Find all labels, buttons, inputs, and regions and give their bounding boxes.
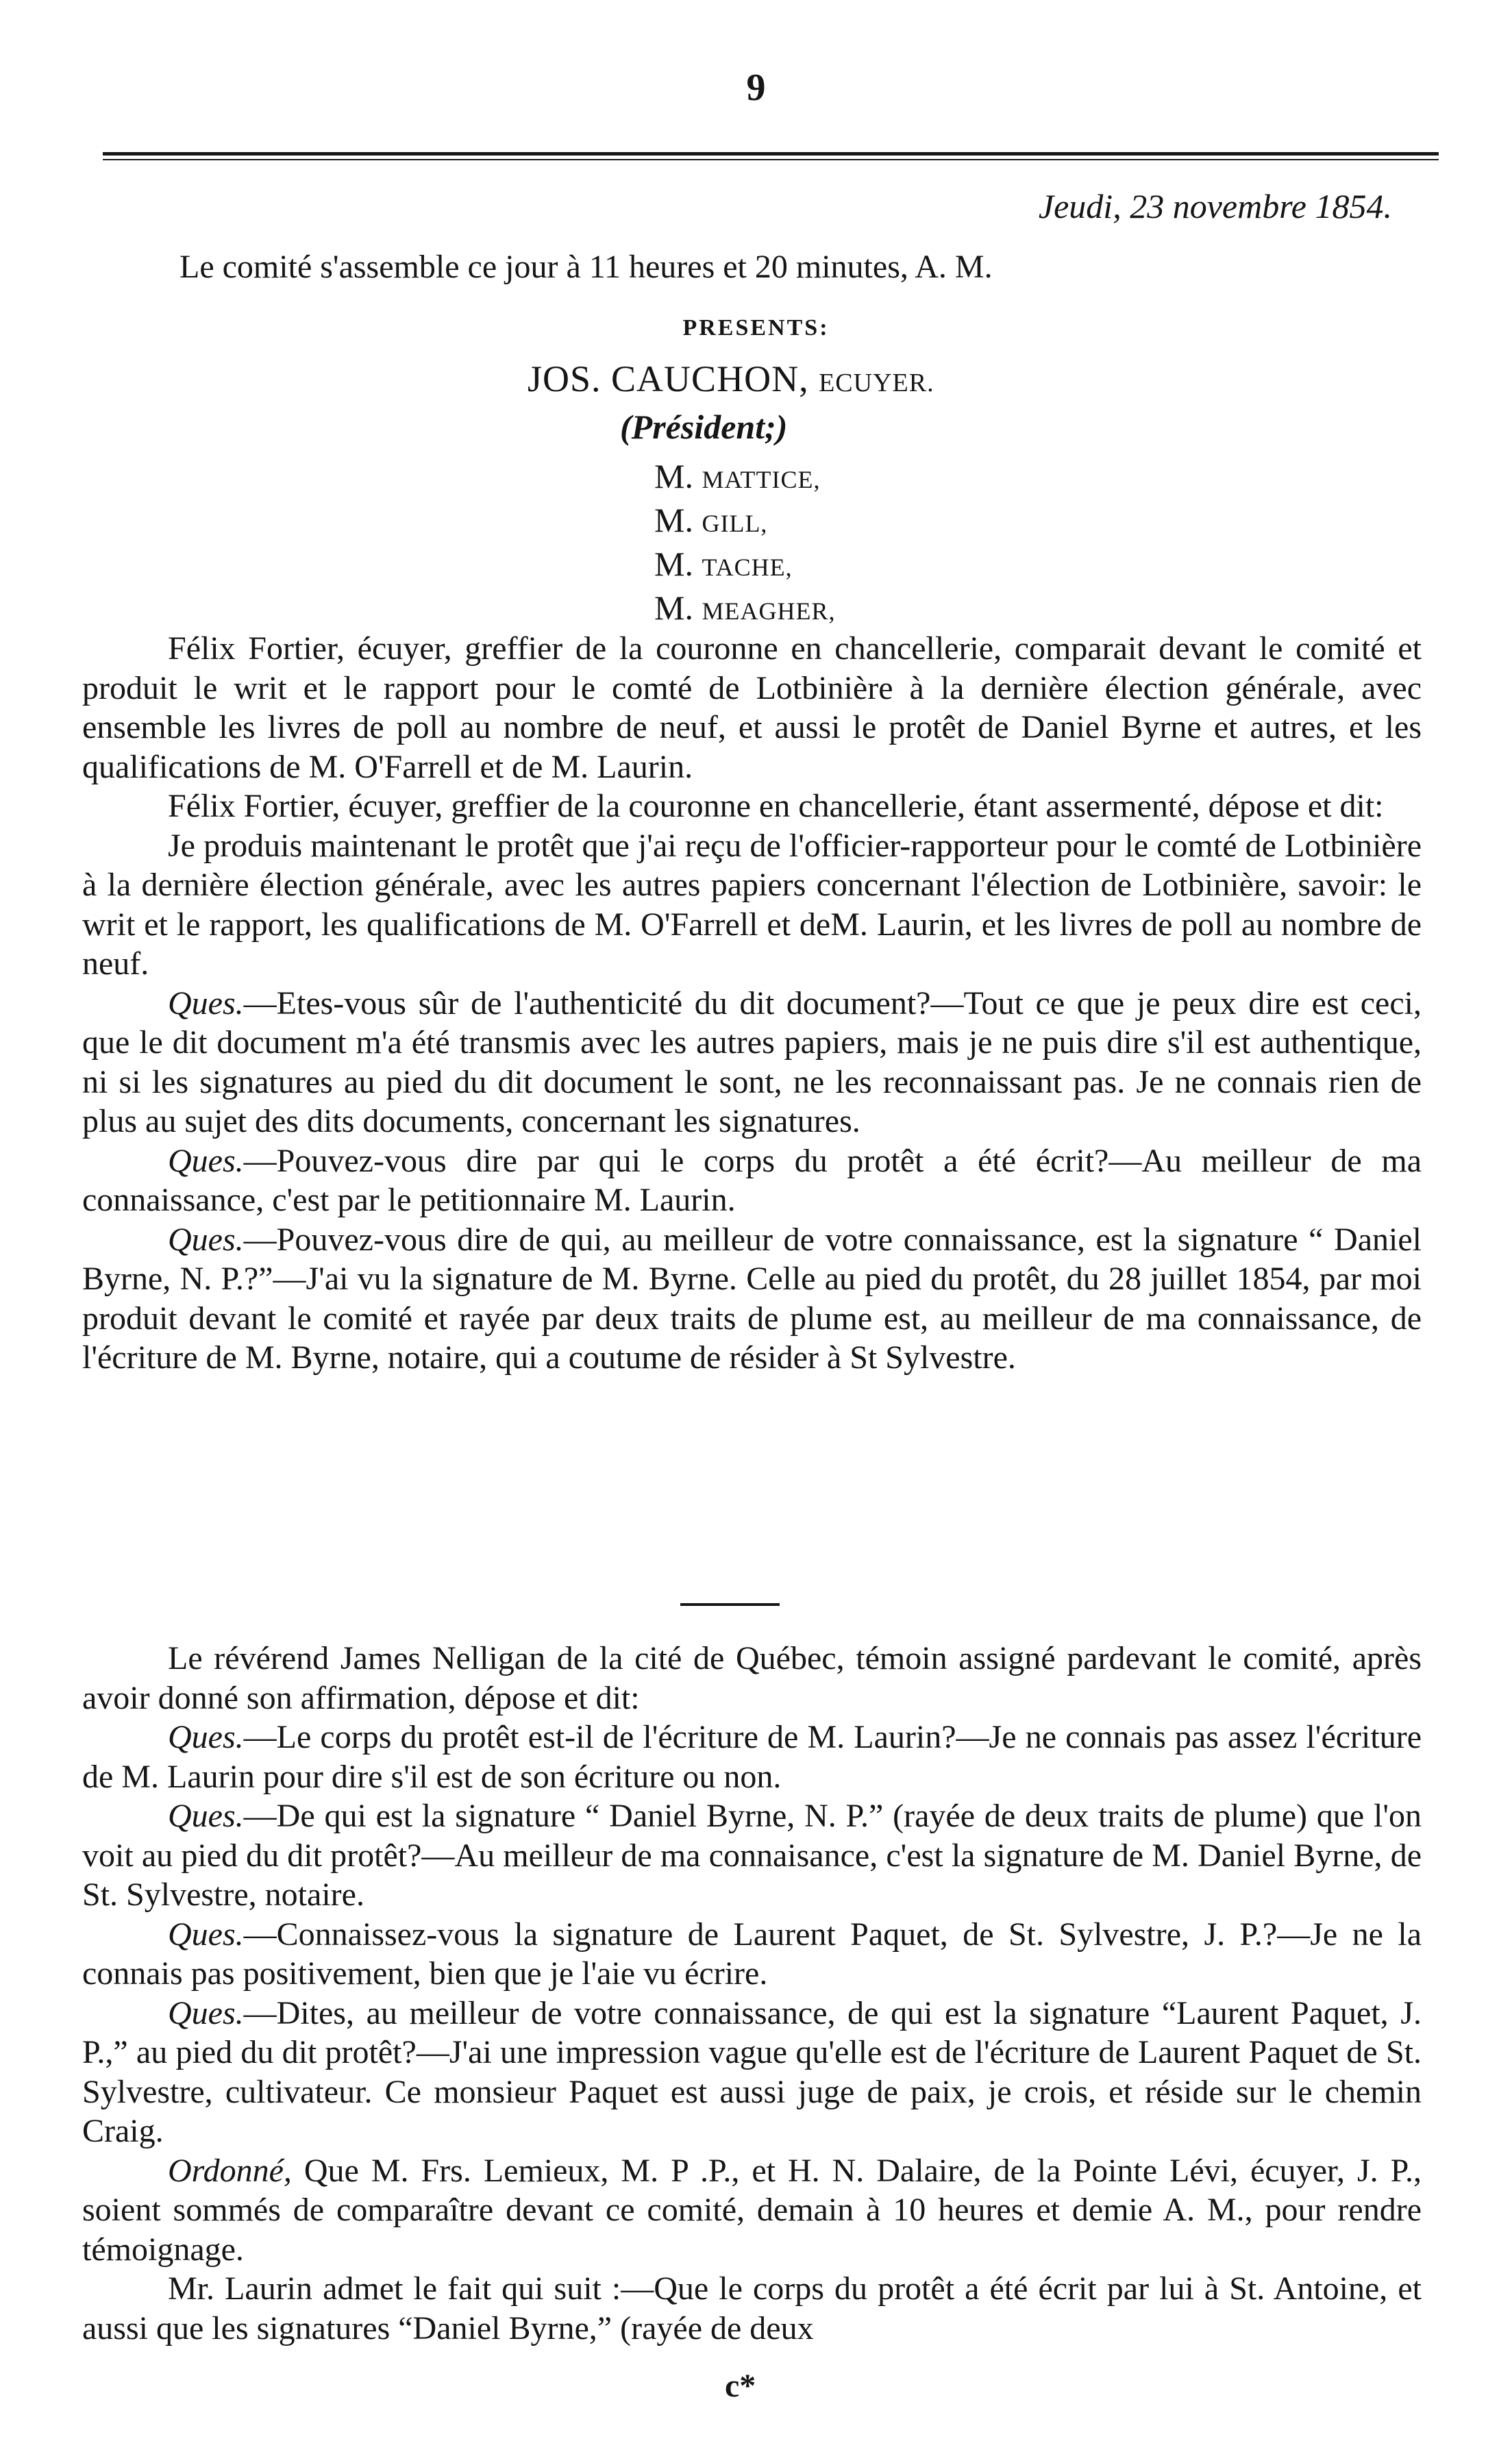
question-paragraph	[82, 1220, 1422, 1378]
question-label: Ques.	[168, 1142, 244, 1179]
section-nelligan	[82, 1639, 1422, 2348]
paragraph-fortier-deposition: Je produis maintenant le protêt que j'ai reçu de l'officier-rapporteur pour le comté de Lotbinière à la dernière élection générale, avec les autres papiers concernant l'élection de Lotbinière, savoir: le writ et le rapport, les qualifications de M. O'Farrell et deM. Laurin, et les livres de poll au nombre de neuf.	[82, 827, 1422, 982]
president-name-text: JOS. CAUCHON,	[528, 358, 809, 399]
question-paragraph	[82, 984, 1422, 1141]
member-item	[654, 500, 835, 544]
member-prefix: M.	[654, 457, 693, 495]
question-paragraph	[82, 1994, 1422, 2151]
order-label: Ordonné,	[168, 2152, 292, 2189]
order-text: Que M. Frs. Lemieux, M. P .P., et H. N. Dalaire, de la Pointe Lévi, écuyer, J. P., soient sommés de comparaître devant ce comité, demain à 10 heures et demie A. M., pour rendre témoignage.	[82, 2152, 1422, 2268]
question-text: —Pouvez-vous dire par qui le corps du protêt a été écrit?—Au meilleur de ma connaissance, c'est par le petitionnaire M. Laurin.	[82, 1142, 1422, 1218]
question-label: Ques.	[168, 1916, 244, 1953]
presents-label: PRESENTS:	[682, 315, 830, 340]
question-text: —Le corps du protêt est-il de l'écriture de M. Laurin?—Je ne connais pas assez l'écriture de M. Laurin pour dire s'il est de son écriture ou non.	[82, 1719, 1422, 1795]
president-name	[528, 358, 934, 400]
member-prefix: M.	[654, 501, 693, 539]
question-label: Ques.	[168, 984, 244, 1021]
question-paragraph	[82, 1718, 1422, 1796]
member-item	[654, 544, 835, 588]
member-name: MATTICE,	[702, 466, 821, 493]
question-text: —De qui est la signature “ Daniel Byrne, N. P.” (rayée de deux traits de plume) que l'on voit au pied du dit protêt?—Au meilleur de ma connaisance, c'est la signature de M. Daniel Byrne, de St. Sylvestre, notaire.	[82, 1798, 1422, 1913]
question-label: Ques.	[168, 1994, 244, 2031]
member-name: TACHE,	[702, 554, 793, 581]
question-text: —Connaissez-vous la signature de Laurent Paquet, de St. Sylvestre, J. P.?—Je ne la connais pas positivement, bien que je l'aie vu écrire.	[82, 1916, 1422, 1992]
question-text: —Pouvez-vous dire de qui, au meilleur de votre connaissance, est la signature “ Daniel Byrne, N. P.?”—J'ai vu la signature de M. Byrne. Celle au pied du protêt, du 28 juillet 1854, par moi produit devant le comité et rayée par deux traits de plume est, au meilleur de ma connaissance, de l'écriture de M. Byrne, notaire, qui a coutume de résider à St Sylvestre.	[82, 1221, 1422, 1376]
member-name: GILL,	[702, 510, 768, 537]
paragraph-fortier-sworn: Félix Fortier, écuyer, greffier de la couronne en chancellerie, étant assermenté, dépose et dit:	[168, 788, 1384, 824]
member-item	[654, 456, 835, 500]
president-honorific: ECUYER.	[819, 369, 934, 397]
question-text: —Dites, au meilleur de votre connaissance, de qui est la signature “Laurent Paquet, J. P.,” au pied du dit protêt?—J'ai une impression vague qu'elle est de l'écriture de Laurent Paquet de St. Sylvestre, cultivateur. Ce monsieur Paquet est aussi juge de paix, je crois, et réside sur le chemin Craig.	[82, 1994, 1422, 2149]
signature-mark: c*	[725, 2368, 756, 2404]
member-item	[654, 588, 835, 632]
members-list	[654, 456, 835, 632]
page-number: 9	[746, 66, 766, 109]
member-name: MEAGHER,	[702, 597, 836, 625]
paragraph-fortier-appearance: Félix Fortier, écuyer, greffier de la couronne en chancellerie, comparait devant le comité et produit le writ et le rapport pour le comté de Lotbinière à la dernière élection générale, avec ensemble les livres de poll au nombre de neuf, et aussi le protêt de Daniel Byrne et autres, et les qualifications de M. O'Farrell et de M. Laurin.	[82, 630, 1422, 785]
president-title: (Président;)	[620, 408, 788, 446]
section-fortier	[82, 629, 1422, 1378]
question-label: Ques.	[168, 1221, 244, 1258]
order-paragraph	[82, 2151, 1422, 2270]
header-rule	[103, 152, 1439, 160]
paragraph-nelligan-intro: Le révérend James Nelligan de la cité de Québec, témoin assigné pardevant le comité, après avoir donné son affirmation, dépose et dit:	[82, 1640, 1422, 1716]
question-paragraph	[82, 1915, 1422, 1994]
member-prefix: M.	[654, 545, 693, 583]
question-label: Ques.	[168, 1798, 244, 1834]
paragraph-laurin-admission: Mr. Laurin admet le fait qui suit :—Que le corps du protêt a été écrit par lui à St. Antoine, et aussi que les signatures “Daniel Byrne,” (rayée de deux	[82, 2270, 1422, 2346]
member-prefix: M.	[654, 589, 693, 627]
question-paragraph	[82, 1141, 1422, 1220]
date-line: Jeudi, 23 novembre 1854.	[1038, 187, 1392, 225]
question-label: Ques.	[168, 1719, 244, 1755]
question-paragraph	[82, 1796, 1422, 1915]
assembly-line: Le comité s'assemble ce jour à 11 heures et 20 minutes, A. M.	[179, 249, 993, 285]
section-divider	[680, 1603, 780, 1606]
question-text: —Etes-vous sûr de l'authenticité du dit document?—Tout ce que je peux dire est ceci, que le dit document m'a été transmis avec les autres papiers, mais je ne puis dire s'il est authentique, ni si les signatures au pied du dit document le sont, ne les reconnaissant pas. Je ne connais rien de plus au sujet des dits documents, concernant les signatures.	[82, 984, 1422, 1139]
